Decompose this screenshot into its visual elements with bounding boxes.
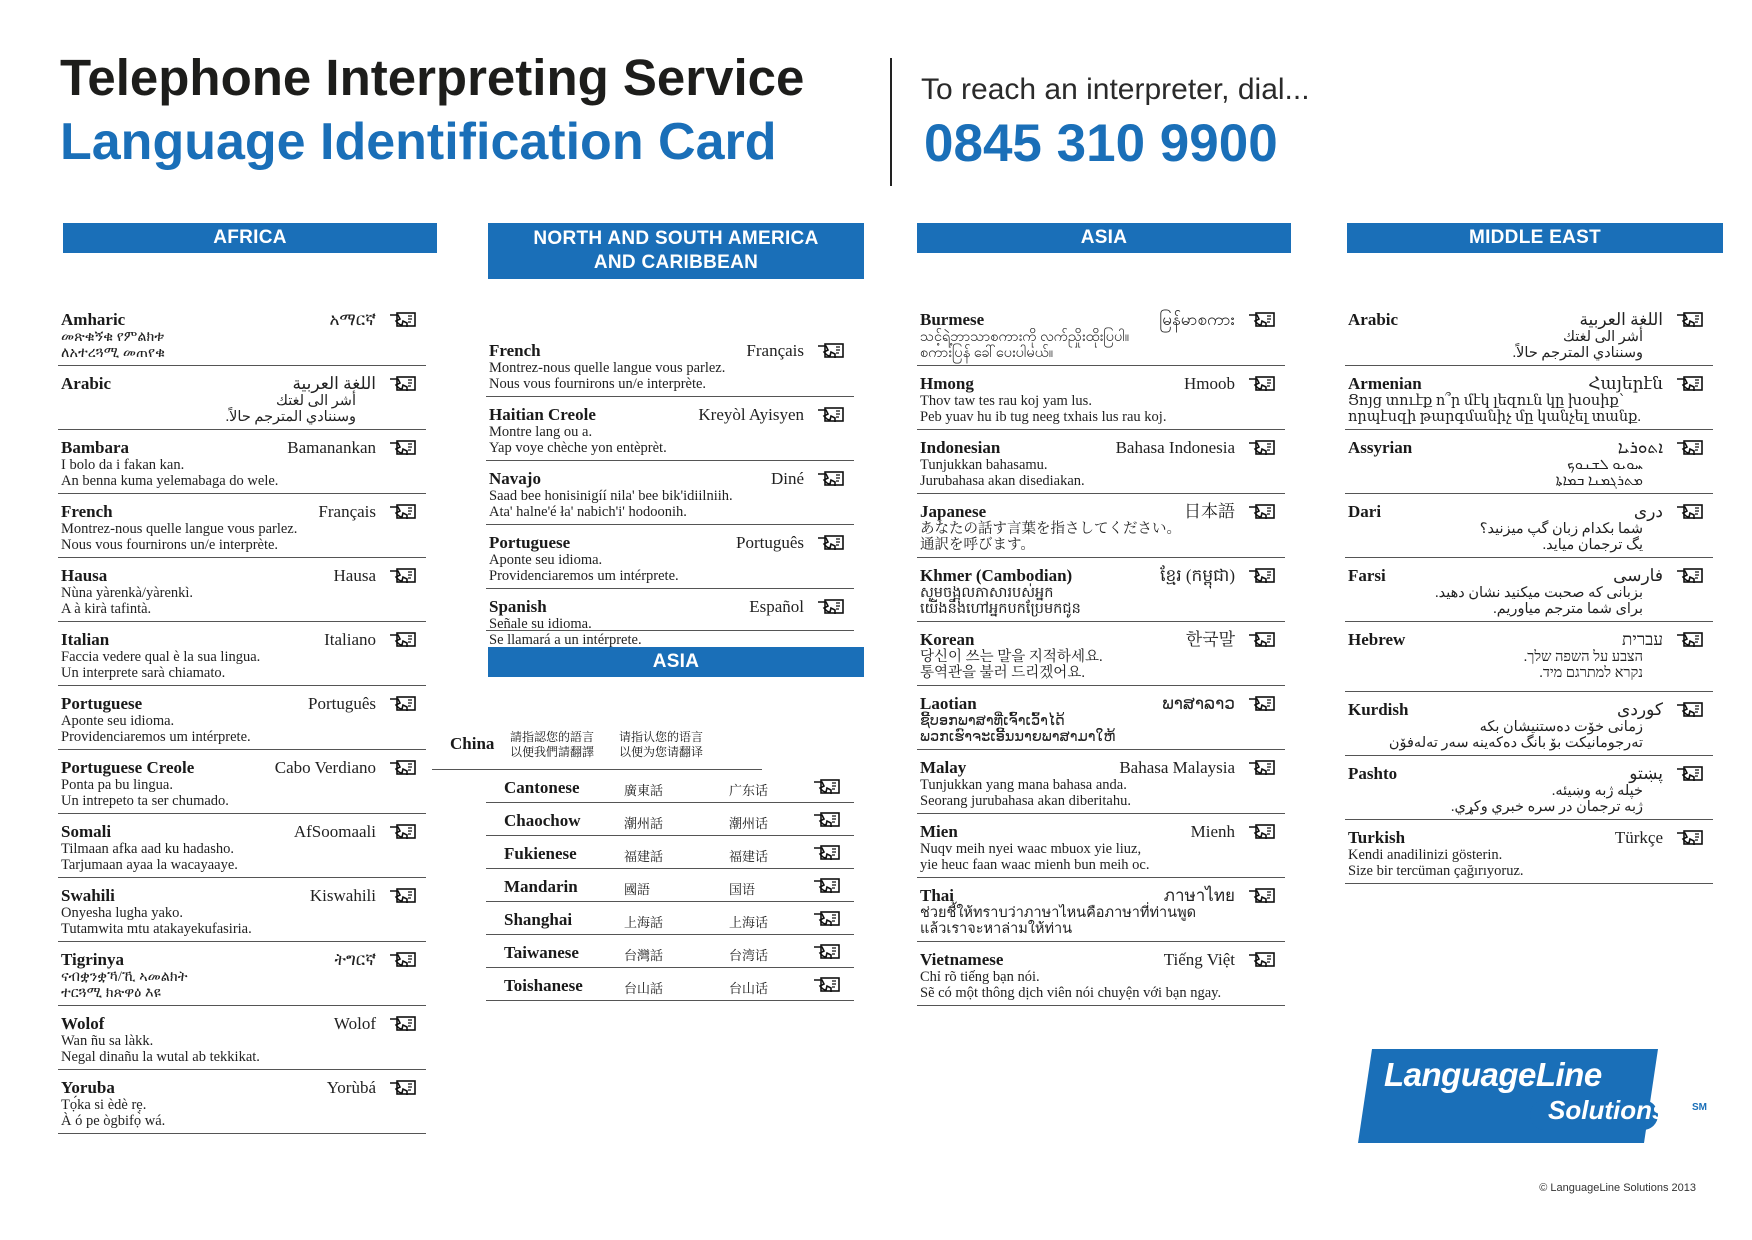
language-name: Swahili [61, 886, 115, 905]
logo-wordmark: LanguageLine [1384, 1056, 1602, 1093]
language-prompt-line: Aponte seu idioma. [489, 552, 603, 568]
language-entry-arabic[interactable] [1345, 302, 1713, 366]
language-entry-mien[interactable] [917, 814, 1285, 878]
language-native-name: Français [746, 341, 804, 360]
language-entry-french[interactable] [58, 494, 426, 558]
traditional-chinese-label: 台山話 [624, 982, 664, 997]
language-entry-vietnamese[interactable] [917, 942, 1285, 1006]
telephone-handset-icon [816, 406, 848, 424]
china-header-row [432, 722, 762, 770]
language-prompt-line: Seorang jurubahasa akan diberitahu. [920, 793, 1131, 809]
region-banner-asia [917, 223, 1291, 253]
language-prompt-line: برای شما مترجم میاوریم. [1493, 601, 1643, 617]
language-name: Indonesian [920, 438, 1001, 457]
language-prompt-line: Onyesha lugha yako. [61, 905, 184, 921]
language-prompt-line: Tutamwita mtu atakayekufasiria. [61, 921, 252, 937]
language-prompt-line: Nous vous fournirons un/e interprète. [489, 376, 707, 392]
language-entry-portuguese[interactable] [58, 686, 426, 750]
telephone-handset-icon [388, 631, 420, 649]
language-native-name: ខ្មែរ (កម្ពុជា) [1160, 566, 1235, 585]
language-entry-assyrian[interactable] [1345, 430, 1713, 494]
asia-language-list [917, 302, 1285, 1006]
dialect-name: Chaochow [504, 811, 581, 830]
language-entry-thai[interactable] [917, 878, 1285, 942]
language-prompt-line: ተርጓሚ ክጽዋዕ እዩ [61, 985, 161, 1001]
china-dialect-table [486, 770, 854, 1001]
traditional-chinese-label: 潮州話 [624, 817, 664, 832]
language-name: Pashto [1348, 764, 1398, 783]
page-subtitle: Language Identification Card [60, 113, 777, 171]
language-prompt-line: Peb yuav hu ib tug neeg txhais lus rau koj. [920, 409, 1167, 425]
language-name: Bambara [61, 438, 129, 457]
language-prompt-line: ژبه ترجمان در سره خبري وکړي. [1450, 799, 1643, 815]
telephone-handset-icon [1247, 951, 1279, 969]
telephone-handset-icon [812, 811, 844, 829]
language-name: Assyrian [1348, 438, 1413, 457]
region-label: MIDDLE EAST [1468, 227, 1602, 248]
middle-east-language-list [1345, 302, 1713, 884]
dialect-name: Cantonese [504, 778, 580, 797]
language-prompt-line: Tilmaan afka aad ku hadasho. [61, 841, 235, 857]
language-prompt-line: Tarjumaan ayaa la wacayaaye. [61, 857, 238, 873]
language-native-name: Bamanankan [287, 438, 376, 457]
language-prompt-line: ช่วยชี้ให้ทราบว่าภาษาไหนคือภาษาที่ท่านพูด [920, 905, 1197, 921]
americas-language-list [486, 333, 854, 648]
telephone-handset-icon [812, 910, 844, 928]
telephone-handset-icon [1675, 631, 1707, 649]
language-entry-kurdish[interactable] [1345, 692, 1713, 756]
language-entry-haitian-creole[interactable] [486, 397, 854, 461]
language-native-name: Türkçe [1614, 828, 1663, 847]
simplified-chinese-label: 台山话 [729, 982, 769, 997]
language-native-name: Português [736, 533, 804, 552]
traditional-chinese-label: 廣東話 [624, 784, 664, 799]
language-name: Turkish [1348, 828, 1406, 847]
phone-number[interactable]: 0845 310 9900 [924, 114, 1278, 173]
language-name: Arabic [1348, 310, 1399, 329]
language-name: Korean [920, 630, 975, 649]
traditional-chinese-label: 上海話 [624, 916, 664, 931]
telephone-handset-icon [812, 844, 844, 862]
dialect-name: Fukienese [504, 844, 577, 863]
telephone-handset-icon [388, 311, 420, 329]
region-label: ASIA [1080, 227, 1128, 248]
copyright-notice: © LanguageLine Solutions 2013 [1539, 1182, 1696, 1194]
language-prompt-line: Ponta pa bu lingua. [61, 777, 173, 793]
language-prompt-line: تەرجومانیکت بۆ بانگ دەکەینە سەر تەلەفۆن [1388, 735, 1643, 751]
language-prompt-line: Nùna yàrenkà/yàrenkì. [61, 585, 194, 601]
language-prompt-line: Montrez-nous quelle langue vous parlez. [489, 360, 726, 376]
africa-language-list [58, 302, 426, 1134]
simplified-chinese-label: 潮州话 [729, 817, 769, 832]
language-name: Portuguese [61, 694, 143, 713]
dialect-name: Toishanese [504, 976, 583, 995]
language-name: Kurdish [1348, 700, 1409, 719]
language-prompt-line: စကားပြန် ခေါ်ပေးပါမယ်။ [920, 345, 1054, 361]
language-prompt-line: Nuqv meih nyei waac mbuox yie liuz, [920, 841, 1142, 857]
dialect-name: Taiwanese [504, 943, 579, 962]
language-prompt-line: あなたの話す言葉を指さしてください。 [920, 521, 1181, 537]
language-prompt-line: خپله ژبه وښیئه. [1551, 783, 1643, 799]
language-prompt-line: Negal dinañu la wutal ab tekkikat. [61, 1049, 260, 1065]
china-label: China [450, 734, 495, 753]
language-prompt-line: Providenciaremos um intérprete. [489, 568, 679, 584]
language-name: Spanish [489, 597, 547, 616]
language-prompt-line: យើងនឹងហៅអ្នកបកប្រែមកជូន [920, 601, 1081, 617]
language-prompt-line: መጽቁኝቁ የምልክቱ [61, 329, 165, 345]
language-name: Vietnamese [920, 950, 1004, 969]
language-entry-laotian[interactable] [917, 686, 1285, 750]
language-prompt-line: شما بکدام زبان گپ میزنید؟ [1479, 521, 1643, 537]
language-prompt-line: Aponte seu idioma. [61, 713, 175, 729]
traditional-chinese-label: 台灣話 [624, 949, 664, 964]
language-native-name: ትግርኛ [334, 950, 376, 969]
telephone-handset-icon [1675, 765, 1707, 783]
language-entry-amharic[interactable] [58, 302, 426, 366]
telephone-handset-icon [388, 887, 420, 905]
language-entry-turkish[interactable] [1345, 820, 1713, 884]
language-prompt-line: Nous vous fournirons un/e interprète. [61, 537, 279, 553]
language-entry-indonesian[interactable] [917, 430, 1285, 494]
telephone-handset-icon [1675, 829, 1707, 847]
china-dialect-row-chaochow[interactable] [486, 803, 854, 836]
language-prompt-line: Thov taw tes rau koj yam lus. [920, 393, 1092, 409]
language-name: Hausa [61, 566, 108, 585]
language-name: Laotian [920, 694, 977, 713]
china-dialect-row-toishanese[interactable] [486, 968, 854, 1001]
language-prompt-line: Sẽ có một thông dịch viên nói chuyện với bạn ngay. [920, 985, 1222, 1001]
language-native-name: کوردی [1617, 700, 1663, 719]
telephone-handset-icon [1247, 823, 1279, 841]
telephone-handset-icon [388, 1079, 420, 1097]
language-name: Italian [61, 630, 110, 649]
telephone-handset-icon [388, 823, 420, 841]
language-native-name: Kreyòl Ayisyen [698, 405, 804, 424]
language-prompt-line: أشر الى لغتك [1563, 329, 1643, 345]
language-name: Wolof [61, 1014, 105, 1033]
language-native-name: اللغة العربية [292, 374, 376, 393]
header-divider [890, 58, 892, 186]
simplified-chinese-label: 国语 [729, 883, 756, 898]
language-prompt-line: Tunjukkan bahasamu. [920, 457, 1048, 473]
dialect-name: Shanghai [504, 910, 573, 929]
telephone-handset-icon [1675, 311, 1707, 329]
language-prompt-line: သင့်ရဲ့ဘာသာစကားကို လက်ညှိုးထိုးပြပါ။ [920, 329, 1130, 345]
telephone-handset-icon [1247, 567, 1279, 585]
china-dialect-row-fukienese[interactable] [486, 836, 854, 869]
telephone-handset-icon [816, 534, 848, 552]
language-prompt-line: ለአተረጓሚ መጠየቁ [61, 345, 165, 361]
language-prompt-line: Se llamará a un intérprete. [489, 632, 642, 648]
language-prompt-line: Saad bee honisinigíí nila' bee bik'idiilniih. [489, 488, 733, 504]
language-entry-portuguese-creole[interactable] [58, 750, 426, 814]
language-name: Armenian [1348, 374, 1422, 393]
language-entry-italian[interactable] [58, 622, 426, 686]
traditional-chinese-label: 福建話 [624, 850, 664, 865]
region-label: AND CARIBBEAN [593, 252, 759, 273]
language-entry-arabic[interactable] [58, 366, 426, 430]
language-prompt-line: Providenciaremos um intérprete. [61, 729, 251, 745]
language-native-name: Hmoob [1184, 374, 1235, 393]
language-name: Arabic [61, 374, 112, 393]
language-prompt-line: Tọ́ka si èdè rẹ. [61, 1097, 147, 1113]
simplified-chinese-label: 广东话 [729, 784, 769, 799]
language-native-name: Hausa [333, 566, 376, 585]
language-native-name: AfSoomaali [293, 822, 376, 841]
language-prompt-line: ናብቋንቋኻ/ኺ ኣመልክት [61, 969, 188, 985]
logo-wordmark-sub: Solutions [1548, 1095, 1667, 1125]
language-prompt-line: An benna kuma yelemabaga do wele. [61, 473, 279, 489]
language-native-name: Tiếng Việt [1163, 950, 1235, 969]
language-name: Portuguese Creole [61, 758, 195, 777]
language-entry-malay[interactable] [917, 750, 1285, 814]
region-banner-americas [488, 223, 864, 279]
language-native-name: ภาษาไทย [1163, 886, 1235, 905]
language-native-name: Diné [770, 469, 804, 488]
language-prompt-line: 통역관을 불러 드리겠어요. [920, 665, 1085, 681]
language-prompt-line: Wan ñu sa làkk. [61, 1033, 154, 1049]
region-banner-africa [63, 223, 437, 253]
language-native-name: Español [749, 597, 804, 616]
language-prompt-line: 通訳を呼びます。 [920, 537, 1035, 553]
language-prompt-line: សូមចង្អុលភាសារបស់អ្នក [920, 585, 1054, 601]
language-prompt-line: הצבע על השפה שלך. [1523, 649, 1643, 665]
language-name: Khmer (Cambodian) [920, 566, 1073, 585]
language-native-name: پښتو [1629, 764, 1663, 783]
telephone-handset-icon [1247, 695, 1279, 713]
traditional-chinese-label: 國語 [624, 883, 651, 898]
language-prompt-line: Tunjukkan yang mana bahasa anda. [920, 777, 1127, 793]
language-prompt-line: Jurubahasa akan disediakan. [920, 473, 1085, 489]
language-prompt-line: ܡܬܪܓܡܢܐ ܒܡܐܬܐ [1555, 473, 1643, 489]
language-native-name: 한국말 [1185, 630, 1235, 649]
language-entry-swahili[interactable] [58, 878, 426, 942]
telephone-handset-icon [1247, 759, 1279, 777]
telephone-handset-icon [812, 877, 844, 895]
language-prompt-line: زمانی خۆت دەستنیشان بکە [1479, 719, 1643, 735]
language-entry-french[interactable] [486, 333, 854, 397]
telephone-handset-icon [388, 695, 420, 713]
region-label: AFRICA [213, 227, 287, 248]
language-name: Farsi [1348, 566, 1386, 585]
page-title: Telephone Interpreting Service [60, 49, 805, 106]
language-prompt-line: À ó pe ògbifọ̀ wá. [61, 1113, 166, 1129]
language-native-name: Cabo Verdiano [274, 758, 376, 777]
simplified-chinese-label: 台湾话 [729, 949, 769, 964]
service-mark: SM [1692, 1102, 1707, 1113]
language-prompt-line: Faccia vedere qual è la sua lingua. [61, 649, 261, 665]
telephone-handset-icon [1675, 567, 1707, 585]
language-entry-pashto[interactable] [1345, 756, 1713, 820]
language-native-name: Bahasa Malaysia [1119, 758, 1235, 777]
telephone-handset-icon [1247, 439, 1279, 457]
language-name: Japanese [920, 502, 987, 521]
dial-instruction: To reach an interpreter, dial... [921, 73, 1310, 106]
language-prompt-line: Ata' halne'é ła' nabich'i' hodoonih. [489, 504, 687, 520]
language-native-name: Yorùbá [326, 1078, 376, 1097]
telephone-handset-icon [1675, 375, 1707, 393]
language-entry-hausa[interactable] [58, 558, 426, 622]
telephone-handset-icon [1247, 375, 1279, 393]
language-prompt-line: Montre lang ou a. [489, 424, 593, 440]
language-native-name: Wolof [333, 1014, 376, 1033]
telephone-handset-icon [816, 598, 848, 616]
telephone-handset-icon [812, 778, 844, 796]
language-name: Burmese [920, 310, 985, 329]
language-entry-burmese[interactable] [917, 302, 1285, 366]
language-entry-somali[interactable] [58, 814, 426, 878]
telephone-handset-icon [388, 951, 420, 969]
telephone-handset-icon [388, 503, 420, 521]
language-prompt-line: أشر الى لغتك [276, 393, 356, 409]
language-native-name: اللغة العربية [1579, 310, 1663, 329]
language-prompt-line: Ցոյց տուէք ո՞ր մէկ լեզուն կը խօսիք՝ [1348, 393, 1624, 409]
telephone-handset-icon [388, 1015, 420, 1033]
language-entry-hmong[interactable] [917, 366, 1285, 430]
language-prompt-line: Señale su idioma. [489, 616, 592, 632]
language-name: Thai [920, 886, 955, 905]
language-native-name: Հայերէն [1588, 374, 1663, 393]
language-entry-dari[interactable] [1345, 494, 1713, 558]
telephone-handset-icon [1247, 311, 1279, 329]
china-dialect-row-taiwanese[interactable] [486, 935, 854, 968]
language-native-name: 日本語 [1184, 502, 1235, 521]
region-banner-asia-china [488, 647, 864, 677]
telephone-handset-icon [1675, 701, 1707, 719]
language-name: Tigrinya [61, 950, 124, 969]
language-entry-yoruba[interactable] [58, 1070, 426, 1134]
language-prompt-line: A à kirà tafintà. [61, 601, 152, 617]
telephone-handset-icon [1247, 887, 1279, 905]
language-native-name: አማርኛ [329, 310, 376, 329]
telephone-handset-icon [388, 439, 420, 457]
language-name: Portuguese [489, 533, 571, 552]
language-name: Amharic [61, 310, 126, 329]
language-native-name: Français [318, 502, 376, 521]
region-label: ASIA [652, 651, 700, 672]
language-prompt-line: ܚܘܝܘ ܠܫܢܘܟ [1567, 457, 1643, 473]
language-prompt-line: Yap voye chèche yon entèprèt. [489, 440, 667, 456]
language-native-name: Kiswahili [309, 886, 376, 905]
region-banner-middle-east [1347, 223, 1723, 253]
language-prompt-line: որպէսզի թարգմանիչ մը կանչել տանք. [1348, 409, 1641, 425]
telephone-handset-icon [1675, 503, 1707, 521]
telephone-handset-icon [388, 759, 420, 777]
language-native-name: ܐܬܘܪܝܐ [1617, 438, 1663, 457]
language-entry-wolof[interactable] [58, 1006, 426, 1070]
traditional-chinese-prompt: 請指認您的語言 以便我們請翻譯 [510, 730, 595, 759]
language-prompt-line: Size bir tercüman çağırıyoruz. [1348, 863, 1524, 879]
language-name: Mien [920, 822, 958, 841]
simplified-chinese-label: 上海话 [729, 916, 769, 931]
language-native-name: Italiano [324, 630, 376, 649]
language-name: Haitian Creole [489, 405, 596, 424]
language-native-name: Bahasa Indonesia [1115, 438, 1235, 457]
language-prompt-line: بزبانی که صحبت میکنید نشان دهید. [1435, 585, 1643, 601]
telephone-handset-icon [812, 943, 844, 961]
language-native-name: Português [308, 694, 376, 713]
language-native-name: Mienh [1190, 822, 1235, 841]
telephone-handset-icon [1675, 439, 1707, 457]
language-entry-khmer-cambodian[interactable] [917, 558, 1285, 622]
language-entry-navajo[interactable] [486, 461, 854, 525]
language-name: French [489, 341, 541, 360]
language-native-name: မြန်မာစကား [1159, 310, 1235, 329]
language-name: Dari [1348, 502, 1382, 521]
region-label: NORTH AND SOUTH AMERICA [533, 228, 819, 249]
language-name: Malay [920, 758, 967, 777]
language-name: Yoruba [61, 1078, 115, 1097]
telephone-handset-icon [1247, 503, 1279, 521]
language-native-name: فارسی [1613, 566, 1663, 585]
language-entry-hebrew[interactable] [1345, 622, 1713, 692]
language-native-name: دری [1633, 502, 1663, 521]
telephone-handset-icon [1247, 631, 1279, 649]
telephone-handset-icon [812, 976, 844, 994]
telephone-handset-icon [816, 342, 848, 360]
language-name: Navajo [489, 469, 541, 488]
language-prompt-line: Un interprete sarà chiamato. [61, 665, 226, 681]
language-prompt-line: yie heuc faan waac mienh bun meih oc. [920, 857, 1150, 873]
telephone-handset-icon [816, 470, 848, 488]
language-prompt-line: وسننادي المترجم حالاً. [225, 409, 356, 425]
language-native-name: ພາສາລາວ [1162, 694, 1235, 713]
dialect-name: Mandarin [504, 877, 578, 896]
telephone-handset-icon [388, 567, 420, 585]
language-entry-farsi[interactable] [1345, 558, 1713, 622]
language-prompt-line: Un intrepeto ta ser chumado. [61, 793, 229, 809]
language-entry-japanese[interactable] [917, 494, 1285, 558]
language-entry-bambara[interactable] [58, 430, 426, 494]
language-prompt-line: נקרא למתרגם מיד. [1539, 665, 1643, 681]
language-prompt-line: ພວກເຮົາຈະເອີ້ນນາຍພາສາມາໃຫ້ [920, 729, 1116, 745]
language-name: Hebrew [1348, 630, 1406, 649]
language-prompt-line: Montrez-nous quelle langue vous parlez. [61, 521, 298, 537]
language-entry-tigrinya[interactable] [58, 942, 426, 1006]
china-dialect-row-shanghai[interactable] [486, 902, 854, 935]
simplified-chinese-label: 福建话 [729, 850, 769, 865]
language-prompt-line: وسننادي المترجم حالاً. [1512, 345, 1643, 361]
china-dialect-row-mandarin[interactable] [486, 869, 854, 902]
language-name: Hmong [920, 374, 974, 393]
language-prompt-line: แล้วเราจะหาล่ามให้ท่าน [920, 921, 1073, 937]
language-entry-korean[interactable] [917, 622, 1285, 686]
language-name: Somali [61, 822, 112, 841]
language-prompt-line: Chỉ rõ tiếng bạn nói. [920, 969, 1040, 985]
language-native-name: עברית [1622, 630, 1663, 649]
language-prompt-line: یگ ترجمان میاید. [1542, 537, 1643, 553]
simplified-chinese-prompt: 请指认您的语言 以便为您请翻译 [619, 730, 704, 759]
language-entry-portuguese[interactable] [486, 525, 854, 589]
language-name: French [61, 502, 113, 521]
language-entry-armenian[interactable] [1345, 366, 1713, 430]
language-prompt-line: Kendi anadilinizi gösterin. [1348, 847, 1503, 863]
language-entry-spanish[interactable] [486, 589, 854, 648]
language-prompt-line: 당신이 쓰는 말을 지적하세요. [920, 649, 1103, 665]
telephone-handset-icon [388, 375, 420, 393]
language-prompt-line: ຊີ້ບອກພາສາທີ່ເຈົ້າເວົ້າໄດ້ [920, 713, 1065, 729]
language-prompt-line: I bolo da i fakan kan. [61, 457, 185, 473]
china-dialect-row-cantonese[interactable] [486, 770, 854, 803]
